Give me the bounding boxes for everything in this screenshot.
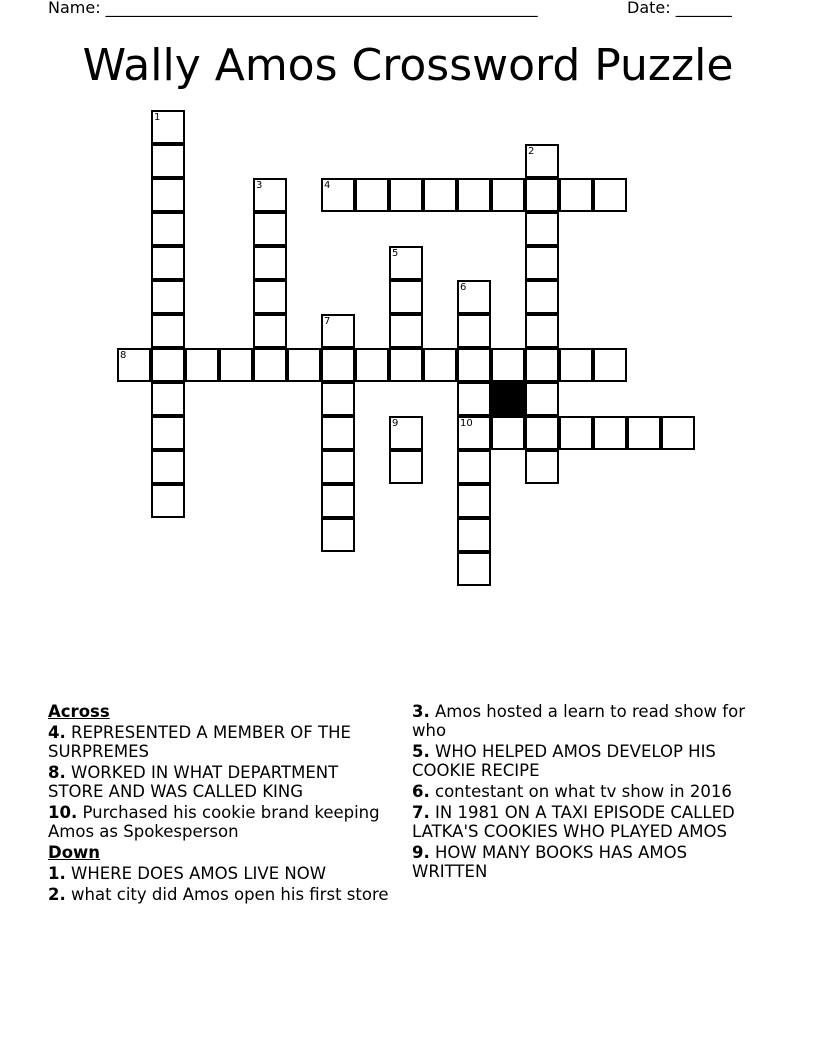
clue-across-8: [48, 763, 398, 801]
clue-across-4: [48, 723, 398, 761]
cell-number: 10: [460, 418, 473, 429]
clue-text: WHERE DOES AMOS LIVE NOW: [71, 864, 327, 883]
crossword-cell[interactable]: [525, 246, 559, 280]
crossword-cell[interactable]: [219, 348, 253, 382]
clue-down-5: [412, 742, 762, 780]
crossword-cell[interactable]: [593, 178, 627, 212]
cell-number: 9: [392, 418, 399, 429]
clue-number: 1.: [48, 864, 66, 883]
crossword-cell[interactable]: [389, 348, 423, 382]
crossword-cell[interactable]: [151, 382, 185, 416]
crossword-cell[interactable]: [423, 178, 457, 212]
crossword-black-cell: [491, 382, 525, 416]
clue-text: WHO HELPED AMOS DEVELOP HIS COOKIE RECIPE: [412, 742, 716, 780]
crossword-cell[interactable]: [525, 178, 559, 212]
cell-number: 4: [324, 180, 331, 191]
clue-down-9: [412, 843, 762, 881]
crossword-cell[interactable]: [457, 178, 491, 212]
crossword-cell[interactable]: [321, 518, 355, 552]
clue-number: 7.: [412, 803, 430, 822]
crossword-cell[interactable]: [525, 212, 559, 246]
crossword-cell[interactable]: [457, 348, 491, 382]
crossword-cell[interactable]: [355, 178, 389, 212]
clue-number: 9.: [412, 843, 430, 862]
crossword-cell[interactable]: [321, 178, 355, 212]
crossword-cell[interactable]: [491, 348, 525, 382]
crossword-cell[interactable]: [457, 518, 491, 552]
crossword-cell[interactable]: [389, 450, 423, 484]
clue-number: 10.: [48, 803, 78, 822]
clue-text: WORKED IN WHAT DEPARTMENT STORE AND WAS CALLED KING: [48, 763, 339, 801]
clues-left-column: [48, 702, 398, 906]
page-title: Wally Amos Crossword Puzzle: [82, 40, 734, 91]
name-label: Name: ______________________________________________________: [48, 0, 538, 17]
crossword-cell[interactable]: [457, 450, 491, 484]
crossword-cell[interactable]: [253, 314, 287, 348]
crossword-cell[interactable]: [321, 314, 355, 348]
clue-text: IN 1981 ON A TAXI EPISODE CALLED LATKA'S COOKIES WHO PLAYED AMOS: [412, 803, 735, 841]
clue-number: 2.: [48, 885, 66, 904]
cell-number: 2: [528, 146, 535, 157]
crossword-cell[interactable]: [185, 348, 219, 382]
crossword-cell[interactable]: [151, 416, 185, 450]
crossword-cell[interactable]: [321, 348, 355, 382]
clues-right-column: [412, 702, 762, 883]
crossword-cell[interactable]: [593, 416, 627, 450]
crossword-cell[interactable]: [457, 552, 491, 586]
crossword-cell[interactable]: [389, 280, 423, 314]
clue-number: 3.: [412, 702, 430, 721]
clue-down-6: [412, 782, 762, 801]
crossword-cell[interactable]: [457, 416, 491, 450]
clue-number: 8.: [48, 763, 66, 782]
crossword-cell[interactable]: [457, 484, 491, 518]
clue-number: 4.: [48, 723, 66, 742]
crossword-cell[interactable]: [321, 382, 355, 416]
clue-across-10: [48, 803, 398, 841]
crossword-cell[interactable]: [525, 382, 559, 416]
clue-down-3: [412, 702, 762, 740]
clue-text: REPRESENTED A MEMBER OF THE SURPREMES: [48, 723, 351, 761]
crossword-cell[interactable]: [253, 178, 287, 212]
crossword-cell[interactable]: [389, 314, 423, 348]
cell-number: 7: [324, 316, 331, 327]
down-heading: Down: [48, 843, 101, 862]
clue-number: 6.: [412, 782, 430, 801]
crossword-cell[interactable]: [525, 348, 559, 382]
cell-number: 1: [154, 112, 161, 123]
crossword-cell[interactable]: [389, 416, 423, 450]
crossword-cell[interactable]: [321, 416, 355, 450]
crossword-cell[interactable]: [661, 416, 695, 450]
crossword-cell[interactable]: [423, 348, 457, 382]
crossword-cell[interactable]: [559, 348, 593, 382]
crossword-cell[interactable]: [525, 314, 559, 348]
clue-text: HOW MANY BOOKS HAS AMOS WRITTEN: [412, 843, 688, 881]
crossword-cell[interactable]: [151, 144, 185, 178]
clue-number: 5.: [412, 742, 430, 761]
across-heading: Across: [48, 702, 110, 721]
cell-number: 3: [256, 180, 263, 191]
crossword-cell[interactable]: [151, 110, 185, 144]
crossword-cell[interactable]: [321, 450, 355, 484]
crossword-cell[interactable]: [151, 246, 185, 280]
clue-text: what city did Amos open his first store: [71, 885, 389, 904]
crossword-cell[interactable]: [287, 348, 321, 382]
crossword-cell[interactable]: [253, 348, 287, 382]
clue-text: Purchased his cookie brand keeping Amos as Spokesperson: [48, 803, 380, 841]
crossword-cell[interactable]: [151, 450, 185, 484]
crossword-cell[interactable]: [559, 178, 593, 212]
crossword-cell[interactable]: [627, 416, 661, 450]
crossword-cell[interactable]: [525, 144, 559, 178]
crossword-cell[interactable]: [525, 416, 559, 450]
clue-text: Amos hosted a learn to read show for who: [412, 702, 745, 740]
crossword-cell[interactable]: [457, 280, 491, 314]
crossword-cell[interactable]: [525, 280, 559, 314]
clue-text: contestant on what tv show in 2016: [435, 782, 732, 801]
cell-number: 8: [120, 350, 127, 361]
clue-down-1: [48, 864, 398, 883]
crossword-cell[interactable]: [559, 416, 593, 450]
crossword-cell[interactable]: [253, 280, 287, 314]
crossword-cell[interactable]: [151, 212, 185, 246]
crossword-cell[interactable]: [491, 416, 525, 450]
crossword-cell[interactable]: [151, 484, 185, 518]
crossword-cell[interactable]: [389, 178, 423, 212]
crossword-cell[interactable]: [321, 484, 355, 518]
crossword-cell[interactable]: [457, 382, 491, 416]
crossword-cell[interactable]: [593, 348, 627, 382]
crossword-cell[interactable]: [151, 178, 185, 212]
cell-number: 6: [460, 282, 467, 293]
crossword-cell[interactable]: [389, 246, 423, 280]
cell-number: 5: [392, 248, 399, 259]
crossword-cell[interactable]: [457, 314, 491, 348]
date-label: Date: _______: [627, 0, 732, 17]
crossword-cell[interactable]: [355, 348, 389, 382]
crossword-cell[interactable]: [151, 280, 185, 314]
crossword-cell[interactable]: [253, 246, 287, 280]
crossword-cell[interactable]: [253, 212, 287, 246]
crossword-cell[interactable]: [151, 314, 185, 348]
crossword-cell[interactable]: [151, 348, 185, 382]
clue-down-7: [412, 803, 762, 841]
crossword-cell[interactable]: [491, 178, 525, 212]
clue-down-2: [48, 885, 398, 904]
crossword-cell[interactable]: [117, 348, 151, 382]
crossword-cell[interactable]: [525, 450, 559, 484]
